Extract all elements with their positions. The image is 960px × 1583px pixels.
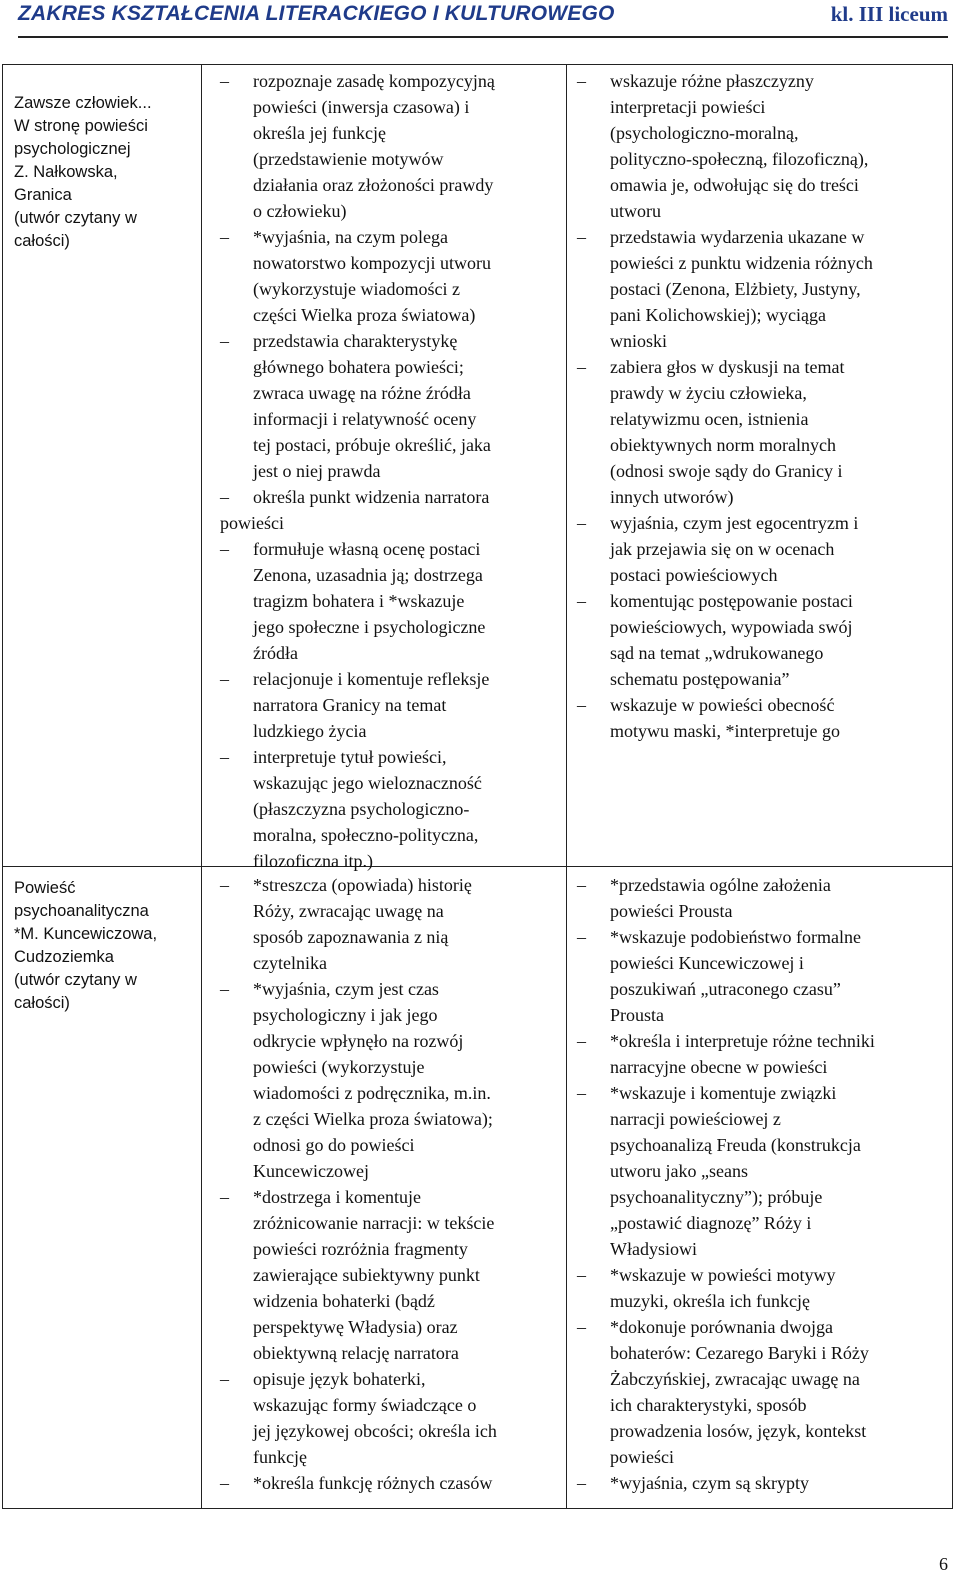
extended-requirements-cell [577, 68, 947, 744]
topic-line: Cudzoziemka [14, 948, 114, 966]
requirement-line: funkcję [253, 1447, 307, 1467]
requirement-line: określa jej funkcję [253, 123, 386, 143]
requirement-line: interpretacji powieści [610, 97, 766, 117]
table-border-bottom [2, 1508, 953, 1509]
requirement-line: – *wskazuje podobieństwo formalne [577, 924, 947, 950]
requirement-line: czytelnika [253, 953, 327, 973]
requirement-line: wnioski [610, 331, 668, 351]
requirement-line: o człowieku) [253, 201, 347, 221]
requirement-line: sposób zapoznawania z nią [253, 927, 449, 947]
requirement-line: – *streszcza (opowiada) historię [220, 872, 580, 898]
requirement-line: – *dostrzega i komentuje [220, 1184, 580, 1210]
requirement-line: Żabczyńskiej, zwracając uwagę na [610, 1369, 860, 1389]
requirement-line: powieści z punktu widzenia różnych [610, 253, 873, 273]
requirement-line: jak przejawia się on w ocenach [610, 539, 835, 559]
table-border-top [2, 64, 953, 65]
requirement-line: psychologiczny i jak jego [253, 1005, 438, 1025]
requirement-line: ludzkiego życia [253, 721, 367, 741]
requirement-line: – wyjaśnia, czym jest egocentryzm i [577, 510, 947, 536]
topic-line: psychologicznej [14, 140, 131, 158]
page-number: 6 [939, 1554, 948, 1574]
requirement-line: (przedstawienie motywów [253, 149, 444, 169]
requirement-line: omawia je, odwołując się do treści [610, 175, 859, 195]
requirement-line: powieści Prousta [610, 901, 733, 921]
requirement-line: psychoanalityczny”); próbuje [610, 1187, 823, 1207]
requirement-line: powieści rozróżnia fragmenty [253, 1239, 468, 1259]
requirement-line: tragizm bohatera i *wskazuje [253, 591, 465, 611]
requirement-line: – rozpoznaje zasadę kompozycyjną [220, 68, 580, 94]
requirement-line: – *określa i interpretuje różne techniki [577, 1028, 947, 1054]
requirement-line: psychoanalizą Freuda (konstrukcja [610, 1135, 861, 1155]
dash-bullet: – [220, 487, 229, 507]
requirement-line: – określa punkt widzenia narratora [220, 484, 580, 510]
requirement-line: postaci (Zenona, Elżbiety, Justyny, [610, 279, 861, 299]
requirement-line: części Wielka proza światowa) [253, 305, 476, 325]
topic-line: *M. Kuncewiczowa, [14, 925, 158, 943]
dash-bullet: – [577, 1317, 586, 1337]
requirement-line: – *wyjaśnia, na czym polega [220, 224, 580, 250]
dash-bullet: – [577, 875, 586, 895]
requirement-line: postaci powieściowych [610, 565, 778, 585]
topic-line: Powieść [14, 879, 76, 897]
dash-bullet: – [577, 227, 586, 247]
requirement-line: sąd na temat „wdrukowanego [610, 643, 824, 663]
requirement-line: powieści [220, 513, 284, 533]
requirement-line: – *określa funkcję różnych czasów [220, 1470, 580, 1496]
dash-bullet: – [220, 331, 229, 351]
requirement-line: wiadomości z podręcznika, m.in. [253, 1083, 491, 1103]
requirement-line: powieści (inwersja czasowa) i [253, 97, 470, 117]
requirement-line: pani Kolichowskiej); wyciąga [610, 305, 826, 325]
requirement-line: (płaszczyzna psychologiczno- [253, 799, 470, 819]
dash-bullet: – [577, 71, 586, 91]
dash-bullet: – [220, 1473, 229, 1493]
requirement-line: – przedstawia wydarzenia ukazane w [577, 224, 947, 250]
requirement-line: Władysiowi [610, 1239, 697, 1259]
requirement-line: „postawić diagnozę” Róży i [610, 1213, 812, 1233]
requirement-line: – *wyjaśnia, czym jest czas [220, 976, 580, 1002]
dash-bullet: – [220, 669, 229, 689]
requirement-line: – *wyjaśnia, czym są skrypty [577, 1470, 947, 1496]
topic-cell [14, 877, 194, 1015]
extended-requirements-cell [577, 872, 947, 1496]
requirement-line: – wskazuje w powieści obecność [577, 692, 947, 718]
dash-bullet: – [220, 875, 229, 895]
requirement-line: (odnosi swoje sądy do Granicy i [610, 461, 843, 481]
requirement-line: głównego bohatera powieści; [253, 357, 464, 377]
requirement-line: jest o niej prawda [253, 461, 381, 481]
dash-bullet: – [577, 1473, 586, 1493]
requirement-line: innych utworów) [610, 487, 734, 507]
dash-bullet: – [220, 1369, 229, 1389]
requirement-line: – opisuje język bohaterki, [220, 1366, 580, 1392]
requirement-line: perspektywę Władysia) oraz [253, 1317, 458, 1337]
dash-bullet: – [577, 1031, 586, 1051]
dash-bullet: – [577, 591, 586, 611]
requirement-line: wskazując jego wieloznaczność [253, 773, 482, 793]
dash-bullet: – [577, 927, 586, 947]
requirement-line: zróżnicowanie narracji: w tekście [253, 1213, 495, 1233]
requirement-line: – formułuje własną ocenę postaci [220, 536, 580, 562]
requirement-line: ich charakterystyki, sposób [610, 1395, 807, 1415]
requirement-line: zwraca uwagę na różne źródła [253, 383, 471, 403]
topic-line: W stronę powieści [14, 117, 148, 135]
dash-bullet: – [220, 979, 229, 999]
basic-requirements-cell [220, 872, 580, 1496]
requirement-line: narracyjne obecne w powieści [610, 1057, 828, 1077]
topic-line: Z. Nałkowska, [14, 163, 118, 181]
requirement-line: narracji powieściowej z [610, 1109, 781, 1129]
requirement-line: powieściowych, wypowiada swój [610, 617, 853, 637]
requirement-line: – *wskazuje i komentuje związki [577, 1080, 947, 1106]
requirement-line: tej postaci, próbuje określić, jaka [253, 435, 491, 455]
requirement-line: działania oraz złożoności prawdy [253, 175, 494, 195]
dash-bullet: – [220, 71, 229, 91]
requirement-line: źródła [253, 643, 298, 663]
requirement-line: motywu maski, *interpretuje go [610, 721, 840, 741]
requirement-line: (wykorzystuje wiadomości z [253, 279, 460, 299]
requirement-line: zawierające subiektywny punkt [253, 1265, 480, 1285]
requirement-line: nowatorstwo kompozycji utworu [253, 253, 491, 273]
curriculum-table [2, 64, 953, 1509]
requirement-line: powieści Kuncewiczowej i [610, 953, 804, 973]
requirement-line: powieści [610, 1447, 674, 1467]
column-divider-1 [201, 64, 202, 1509]
requirement-line: – komentując postępowanie postaci [577, 588, 947, 614]
requirement-line: obiektywną relację narratora [253, 1343, 459, 1363]
requirement-line: bohaterów: Cezarego Baryki i Róży [610, 1343, 869, 1363]
header-level: kl. III liceum [830, 2, 948, 26]
table-border-left [2, 64, 3, 1509]
requirement-line: filozoficzna itp.) [253, 851, 373, 871]
dash-bullet: – [577, 1265, 586, 1285]
requirement-line: odnosi go do powieści [253, 1135, 415, 1155]
topic-line: (utwór czytany w [14, 209, 137, 227]
requirement-line: – *dokonuje porównania dwojga [577, 1314, 947, 1340]
requirement-line: Prousta [610, 1005, 664, 1025]
requirement-line: odkrycie wpłynęło na rozwój [253, 1031, 464, 1051]
requirement-line: Róży, zwracając uwagę na [253, 901, 444, 921]
dash-bullet: – [220, 227, 229, 247]
requirement-line: – *przedstawia ogólne założenia [577, 872, 947, 898]
requirement-line: powieści (wykorzystuje [253, 1057, 425, 1077]
dash-bullet: – [577, 1083, 586, 1103]
requirement-line: utworu jako „seans [610, 1161, 748, 1181]
topic-line: (utwór czytany w [14, 971, 137, 989]
basic-requirements-cell [220, 68, 580, 874]
requirement-line: jej językowej obcości; określa ich [253, 1421, 497, 1441]
topic-line: psychoanalityczna [14, 902, 149, 920]
topic-cell [14, 92, 194, 253]
requirement-line: relatywizmu ocen, istnienia [610, 409, 809, 429]
requirement-line: wskazując formy świadczące o [253, 1395, 477, 1415]
dash-bullet: – [220, 747, 229, 767]
requirement-line: z części Wielka proza światowa); [253, 1109, 493, 1129]
requirement-line: jego społeczne i psychologiczne [253, 617, 486, 637]
requirement-line: – wskazuje różne płaszczyzny [577, 68, 947, 94]
page-header [18, 0, 948, 38]
requirement-line: moralna, społeczno-polityczna, [253, 825, 479, 845]
requirement-line: narratora Granicy na temat [253, 695, 447, 715]
dash-bullet: – [577, 513, 586, 533]
requirement-line: – relacjonuje i komentuje refleksje [220, 666, 580, 692]
requirement-line: poszukiwań „utraconego czasu” [610, 979, 841, 999]
requirement-line: polityczno-społeczną, filozoficzną), [610, 149, 869, 169]
requirement-line: muzyki, określa ich funkcję [610, 1291, 810, 1311]
requirement-line: – przedstawia charakterystykę [220, 328, 580, 354]
dash-bullet: – [577, 695, 586, 715]
requirement-line: utworu [610, 201, 661, 221]
requirement-line: schematu postępowania” [610, 669, 790, 689]
requirement-line: – *wskazuje w powieści motywy [577, 1262, 947, 1288]
topic-line: Granica [14, 186, 72, 204]
header-title: ZAKRES KSZTAŁCENIA LITERACKIEGO I KULTUROWEGO [18, 2, 615, 25]
dash-bullet: – [220, 1187, 229, 1207]
requirement-line: – zabiera głos w dyskusji na temat [577, 354, 947, 380]
topic-line: Zawsze człowiek... [14, 94, 152, 112]
topic-line: całości) [14, 994, 70, 1012]
requirement-line: obiektywnych norm moralnych [610, 435, 836, 455]
requirement-line: prowadzenia losów, język, kontekst [610, 1421, 867, 1441]
requirement-line: – interpretuje tytuł powieści, [220, 744, 580, 770]
requirement-line: informacji i relatywność oceny [253, 409, 477, 429]
requirement-line: prawdy w życiu człowieka, [610, 383, 807, 403]
requirement-line: (psychologiczno-moralną, [610, 123, 799, 143]
table-border-right [952, 64, 953, 1509]
requirement-line: widzenia bohaterki (bądź [253, 1291, 435, 1311]
topic-line: całości) [14, 232, 70, 250]
requirement-line: Zenona, uzasadnia ją; dostrzega [253, 565, 483, 585]
dash-bullet: – [220, 539, 229, 559]
requirement-line: Kuncewiczowej [253, 1161, 369, 1181]
dash-bullet: – [577, 357, 586, 377]
